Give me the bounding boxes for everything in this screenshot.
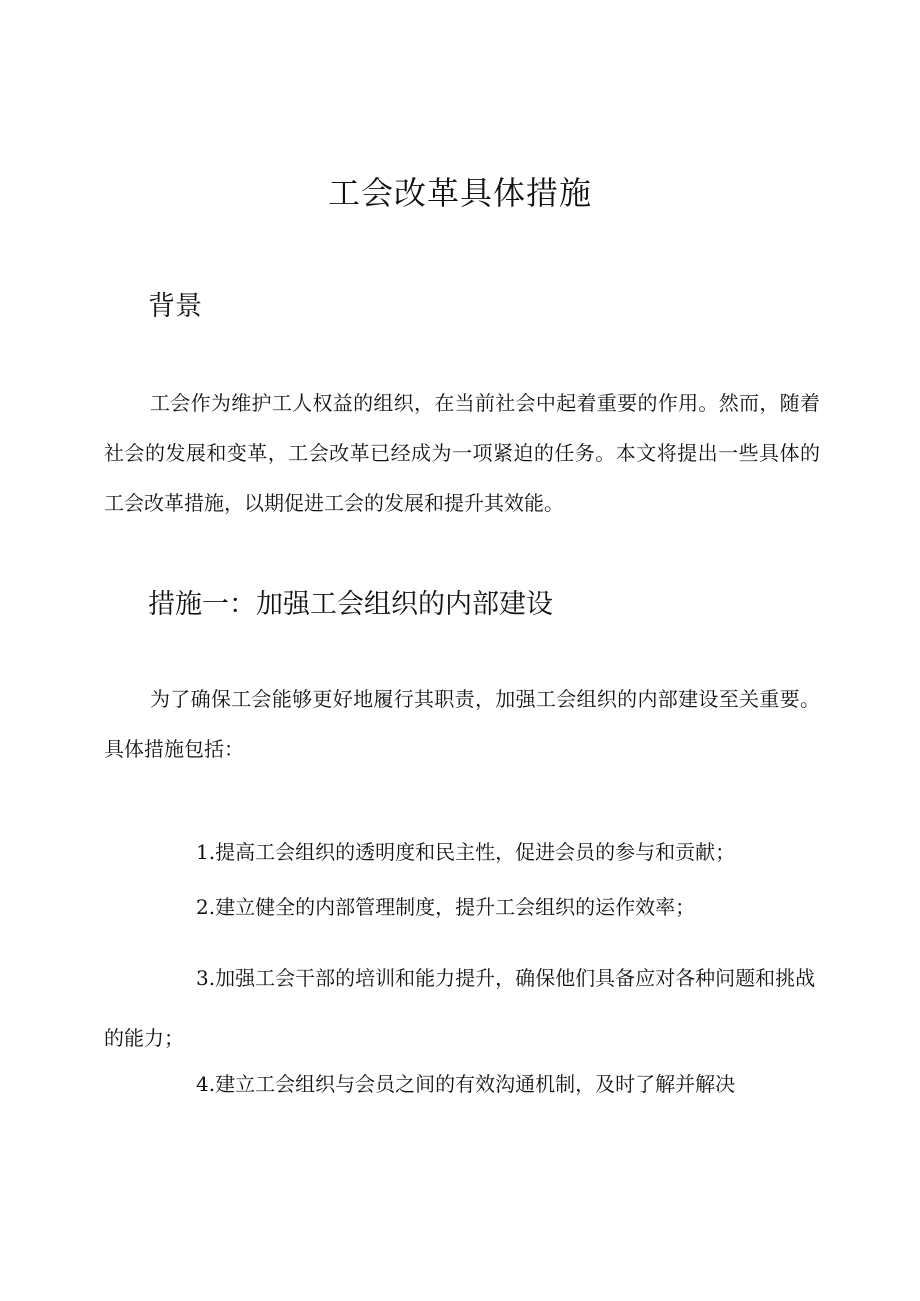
list-item-number: 3 — [196, 966, 209, 990]
list-item-text: .建立健全的内部管理制度，提升工会组织的运作效率； — [208, 895, 696, 919]
list-item-number: 1 — [196, 840, 209, 864]
list-item-text: .加强工会干部的培训和能力提升，确保他们具备应对各种问题和挑战的能力； — [104, 966, 816, 1050]
list-item-number: 4 — [196, 1072, 209, 1096]
list-item-number: 2 — [196, 895, 209, 919]
section-heading-background: 背景 — [148, 291, 202, 322]
list-item-text: .建立工会组织与会员之间的有效沟通机制，及时了解并解决 — [208, 1072, 736, 1096]
list-item — [104, 877, 820, 937]
list-item — [104, 1054, 820, 1114]
list-item-text: .提高工会组织的透明度和民主性，促进会员的参与和贡献； — [208, 840, 736, 864]
measure-one-intro-paragraph: 为了确保工会能够更好地履行其职责，加强工会组织的内部建设至关重要。具体措施包括： — [104, 687, 820, 761]
background-paragraph: 工会作为维护工人权益的组织，在当前社会中起着重要的作用。然而，随着社会的发展和变革，工会改革已经成为一项紧迫的任务。本文将提出一些具体的工会改革措施，以期促进工会的发展和提升其效能。 — [104, 391, 820, 515]
document-title: 工会改革具体措施 — [327, 174, 592, 212]
section-heading-measure-one: 措施一：加强工会组织的内部建设 — [148, 589, 553, 620]
list-item — [104, 822, 820, 882]
list-item — [104, 948, 820, 1068]
